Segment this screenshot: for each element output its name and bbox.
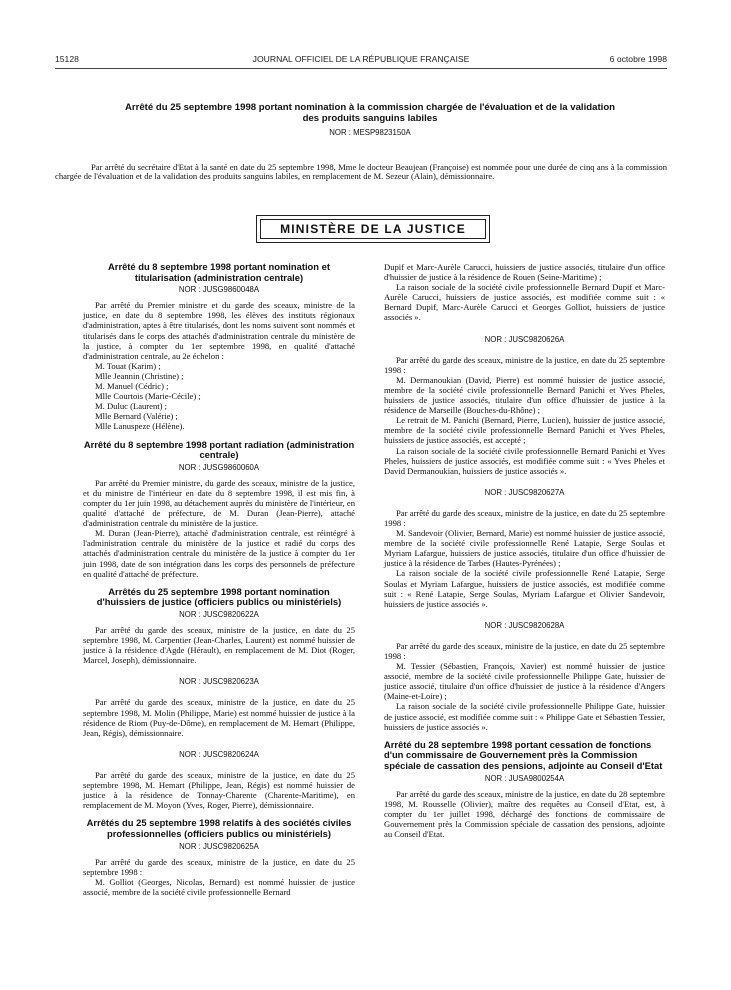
paragraph: Par arrêté du garde des sceaux, ministre de la justice, en date du 25 septembre 1998, M. Carpentier (Jean-Charles, Laurent) est nommé huissier de justice à la résidence d'Agde (Hérault), en remplacement de M. Diot (Roger, Marcel, Joseph), démissionnaire. (83, 625, 355, 666)
paragraph: M. Sandevoir (Olivier, Bernard, Marie) est nommé huissier de justice associé, membre de la société civile professionnelle René Latapie, Serge Soulas et Myriam Lafargue, huissiers de justice associés, titulaire d'un office d'huissier de justice à la résidence de Tarbes (Hautes-Pyrénées) ; (384, 528, 665, 569)
section-title: Arrêté du 8 septembre 1998 portant radiation (administration centrale) (83, 438, 355, 461)
list-item: M. Duluc (Laurent) ; (95, 401, 168, 412)
paragraph: M. Golliot (Georges, Nicolas, Bernard) est nommé huissier de justice associé, membre de la société civile professionnelle Bernard (83, 876, 355, 897)
nor-reference: NOR : JUSG9860048A (178, 285, 260, 295)
ministry-name: MINISTÈRE DE LA JUSTICE (260, 219, 486, 239)
paragraph: Par arrêté du garde des sceaux, ministre de la justice, en date du 25 septembre 1998, M. Molin (Philippe, Marie) est nommé huissier de justice à la résidence de Riom (Puy-de-Dôme), en remplacement de M. Hemart (Philippe, Jean, Régis), démissionnaire. (83, 697, 355, 738)
issue-date: 6 octobre 1998 (609, 54, 667, 64)
list-item: Mlle Jeannin (Christine) ; (95, 370, 184, 381)
nor-reference: NOR : JUSC9820628A (484, 620, 565, 630)
decree-paragraph: Par arrêté du secrétaire d'Etat à la santé en date du 25 septembre 1998, Mme le docteur Beaujean (Françoise) est nommée pour une durée de cinq ans à la commission chargée de l'évaluation et de la validation des produits sanguins labiles, en remplacement de M. Sezeur (Alain), démissionnaire. (55, 161, 667, 182)
nor-reference: NOR : JUSC9820625A (179, 841, 259, 851)
header-rule (55, 68, 667, 69)
decree-title: Arrêté du 25 septembre 1998 portant nomination à la commission chargée de l'évaluation et de la validation des produits sanguins labiles (124, 102, 616, 124)
paragraph: Par arrêté du Premier ministre et du garde des sceaux, ministre de la justice, en date du 8 septembre 1998, les élèves des instituts régionaux d'administration, aptes à être titularisés, dont les noms suivent sont nommés et titularisés dans le corps des attachés d'administration centrale du ministère de la justice, à compter du 1er septembre 1998, en qualité d'attaché d'administration centrale, au 2e échelon : (83, 300, 355, 361)
ministry-banner (256, 215, 490, 243)
right-column (384, 262, 665, 839)
paragraph: La raison sociale de la société civile professionnelle Philippe Gate, huissier de justice associé, est modifiée comme suit : « Philippe Gate et Sébastien Tessier, huissiers de justice associés ». (384, 701, 665, 732)
paragraph: Par arrêté du garde des sceaux, ministre de la justice, en date du 25 septembre 1998 : (384, 354, 665, 375)
section-title: Arrêté du 8 septembre 1998 portant nomination et titularisation (administration centrale) (108, 261, 330, 283)
nor-reference: NOR : JUSA9800254A (484, 773, 565, 783)
paragraph: M. Dermanoukian (David, Pierre) est nommé huissier de justice associé, membre de la société civile professionnelle Bernard Panichi et Yves Pheles, huissiers de justice associés, titulaire d'un office d'huissier de justice à la résidence de Marseille (Bouches-du-Rhône) ; (384, 374, 665, 416)
paragraph: Par arrêté du Premier ministre, du garde des sceaux, ministre de la justice, et du ministre de l'intérieur en date du 8 septembre 1998, il est mis fin, à compter du 1er juin 1998, au détachement auprès du ministère de l'intérieur, en qualité d'attaché de préfecture, de M. Duran (Jean-Pierre), attaché d'administration centrale du ministère de la justice. (83, 477, 355, 529)
section-title: Arrêtés du 25 septembre 1998 relatifs à des sociétés civiles professionnelles (officiers publics ou ministériels) (86, 817, 352, 839)
journal-title: JOURNAL OFFICIEL DE LA RÉPUBLIQUE FRANÇAISE (252, 54, 470, 64)
list-item: Mlle Courtois (Marie-Cécile) ; (95, 391, 201, 402)
paragraph: M. Duran (Jean-Pierre), attaché d'administration centrale, est réintégré à l'administration centrale du ministère de la justice et radié du corps des attachés d'administration centrale du ministère de la justice à compter du 1er juin 1998, date de son intégration dans les corps des personnels de préfecture en qualité d'attaché de préfecture. (83, 528, 355, 579)
list-item: M. Touat (Karim) ; (95, 360, 161, 371)
list-item: M. Manuel (Cédric) ; (95, 381, 169, 392)
paragraph: Dupif et Marc-Aurèle Carucci, huissiers de justice associés, titulaire d'un office d'huissier de justice à la résidence de Rouen (Seine-Maritime) ; (384, 262, 665, 283)
paragraph: Le retrait de M. Panichi (Bernard, Pierre, Lucien), huissier de justice associé, membre de la société civile professionnelle Bernard Panichi et Yves Pheles, huissiers de justice associés, est accepté ; (384, 415, 665, 446)
paragraph: M. Tessier (Sébastien, François, Xavier) est nommé huissier de justice associé, membre de la société civile professionnelle Philippe Gate, huissier de justice associé, titulaire d'un office d'huissier de justice à la résidence d'Angers (Maine-et-Loire) ; (384, 661, 665, 702)
nor-reference: NOR : JUSG9860060A (178, 462, 260, 472)
nor-reference: NOR : MESP9823150A (329, 128, 411, 137)
section-title: Arrêtés du 25 septembre 1998 portant nomination d'huissiers de justice (officiers publics ou ministériels) (96, 585, 342, 608)
section-title: Arrêté du 28 septembre 1998 portant cessation de fonctions d'un commissaire de Gouvernement près la Commission spéciale de cassation des pensions, adjointe au Conseil d'Etat (384, 738, 663, 771)
paragraph: Par arrêté du garde des sceaux, ministre de la justice, en date du 28 septembre 1998, M. Rousselle (Olivier), maître des requêtes au Conseil d'Etat, est, à compter du 1er juillet 1998, déchargé des fonctions de commissaire de Gouvernement près la Commission spéciale de cassation des pensions, adjointe au Conseil d'Etat. (384, 788, 665, 839)
paragraph: Par arrêté du garde des sceaux, ministre de la justice, en date du 25 septembre 1998, M. Hemart (Philippe, Jean, Régis) est nommé huissier de justice à la résidence de Tonnay-Charente (Charente-Maritime), en remplacement de M. Moyon (Yves, Roger, Pierre), démissionnaire. (83, 769, 355, 811)
nor-reference: NOR : JUSC9820623A (179, 677, 259, 687)
left-column (83, 262, 355, 897)
list-item: Mlle Lanuspeze (Hélène). (95, 421, 185, 432)
nor-reference: NOR : JUSC9820622A (179, 609, 259, 619)
paragraph: Par arrêté du garde des sceaux, ministre de la justice, en date du 25 septembre 1998 : (83, 856, 355, 877)
paragraph: Par arrêté du garde des sceaux, ministre de la justice, en date du 25 septembre 1998 : (384, 640, 665, 661)
nor-reference: NOR : JUSC9820626A (484, 334, 565, 344)
paragraph: La raison sociale de la société civile professionnelle René Latapie, Serge Soulas et Myriam Lafargue, huissiers de justice associés, est modifiée comme suit : « René Latapie, Serge Soulas, Myriam Lafargue et Olivier Sandevoir, huissiers de justice associés ». (384, 568, 665, 609)
nor-reference: NOR : JUSC9820627A (484, 487, 565, 497)
nor-reference: NOR : JUSC9820624A (179, 749, 259, 759)
paragraph: Par arrêté du garde des sceaux, ministre de la justice, en date du 25 septembre 1998 : (384, 507, 665, 528)
paragraph: La raison sociale de la société civile professionnelle Bernard Dupif et Marc-Aurèle Carucci, huissiers de justice associés, est modifiée comme suit : « Bernard Dupif, Marc-Aurèle Carucci et Georges Golliot, huissiers de justice associés ». (384, 282, 665, 323)
page-number: 15128 (55, 54, 79, 64)
paragraph: La raison sociale de la société civile professionnelle Bernard Panichi et Yves Pheles, huissiers de justice associés, est modifiée comme suit : « Yves Pheles et David Dermanoukian, huissiers de justice associés ». (384, 445, 665, 476)
list-item: Mlle Bernard (Valérie) ; (95, 411, 178, 422)
running-header (55, 54, 667, 68)
